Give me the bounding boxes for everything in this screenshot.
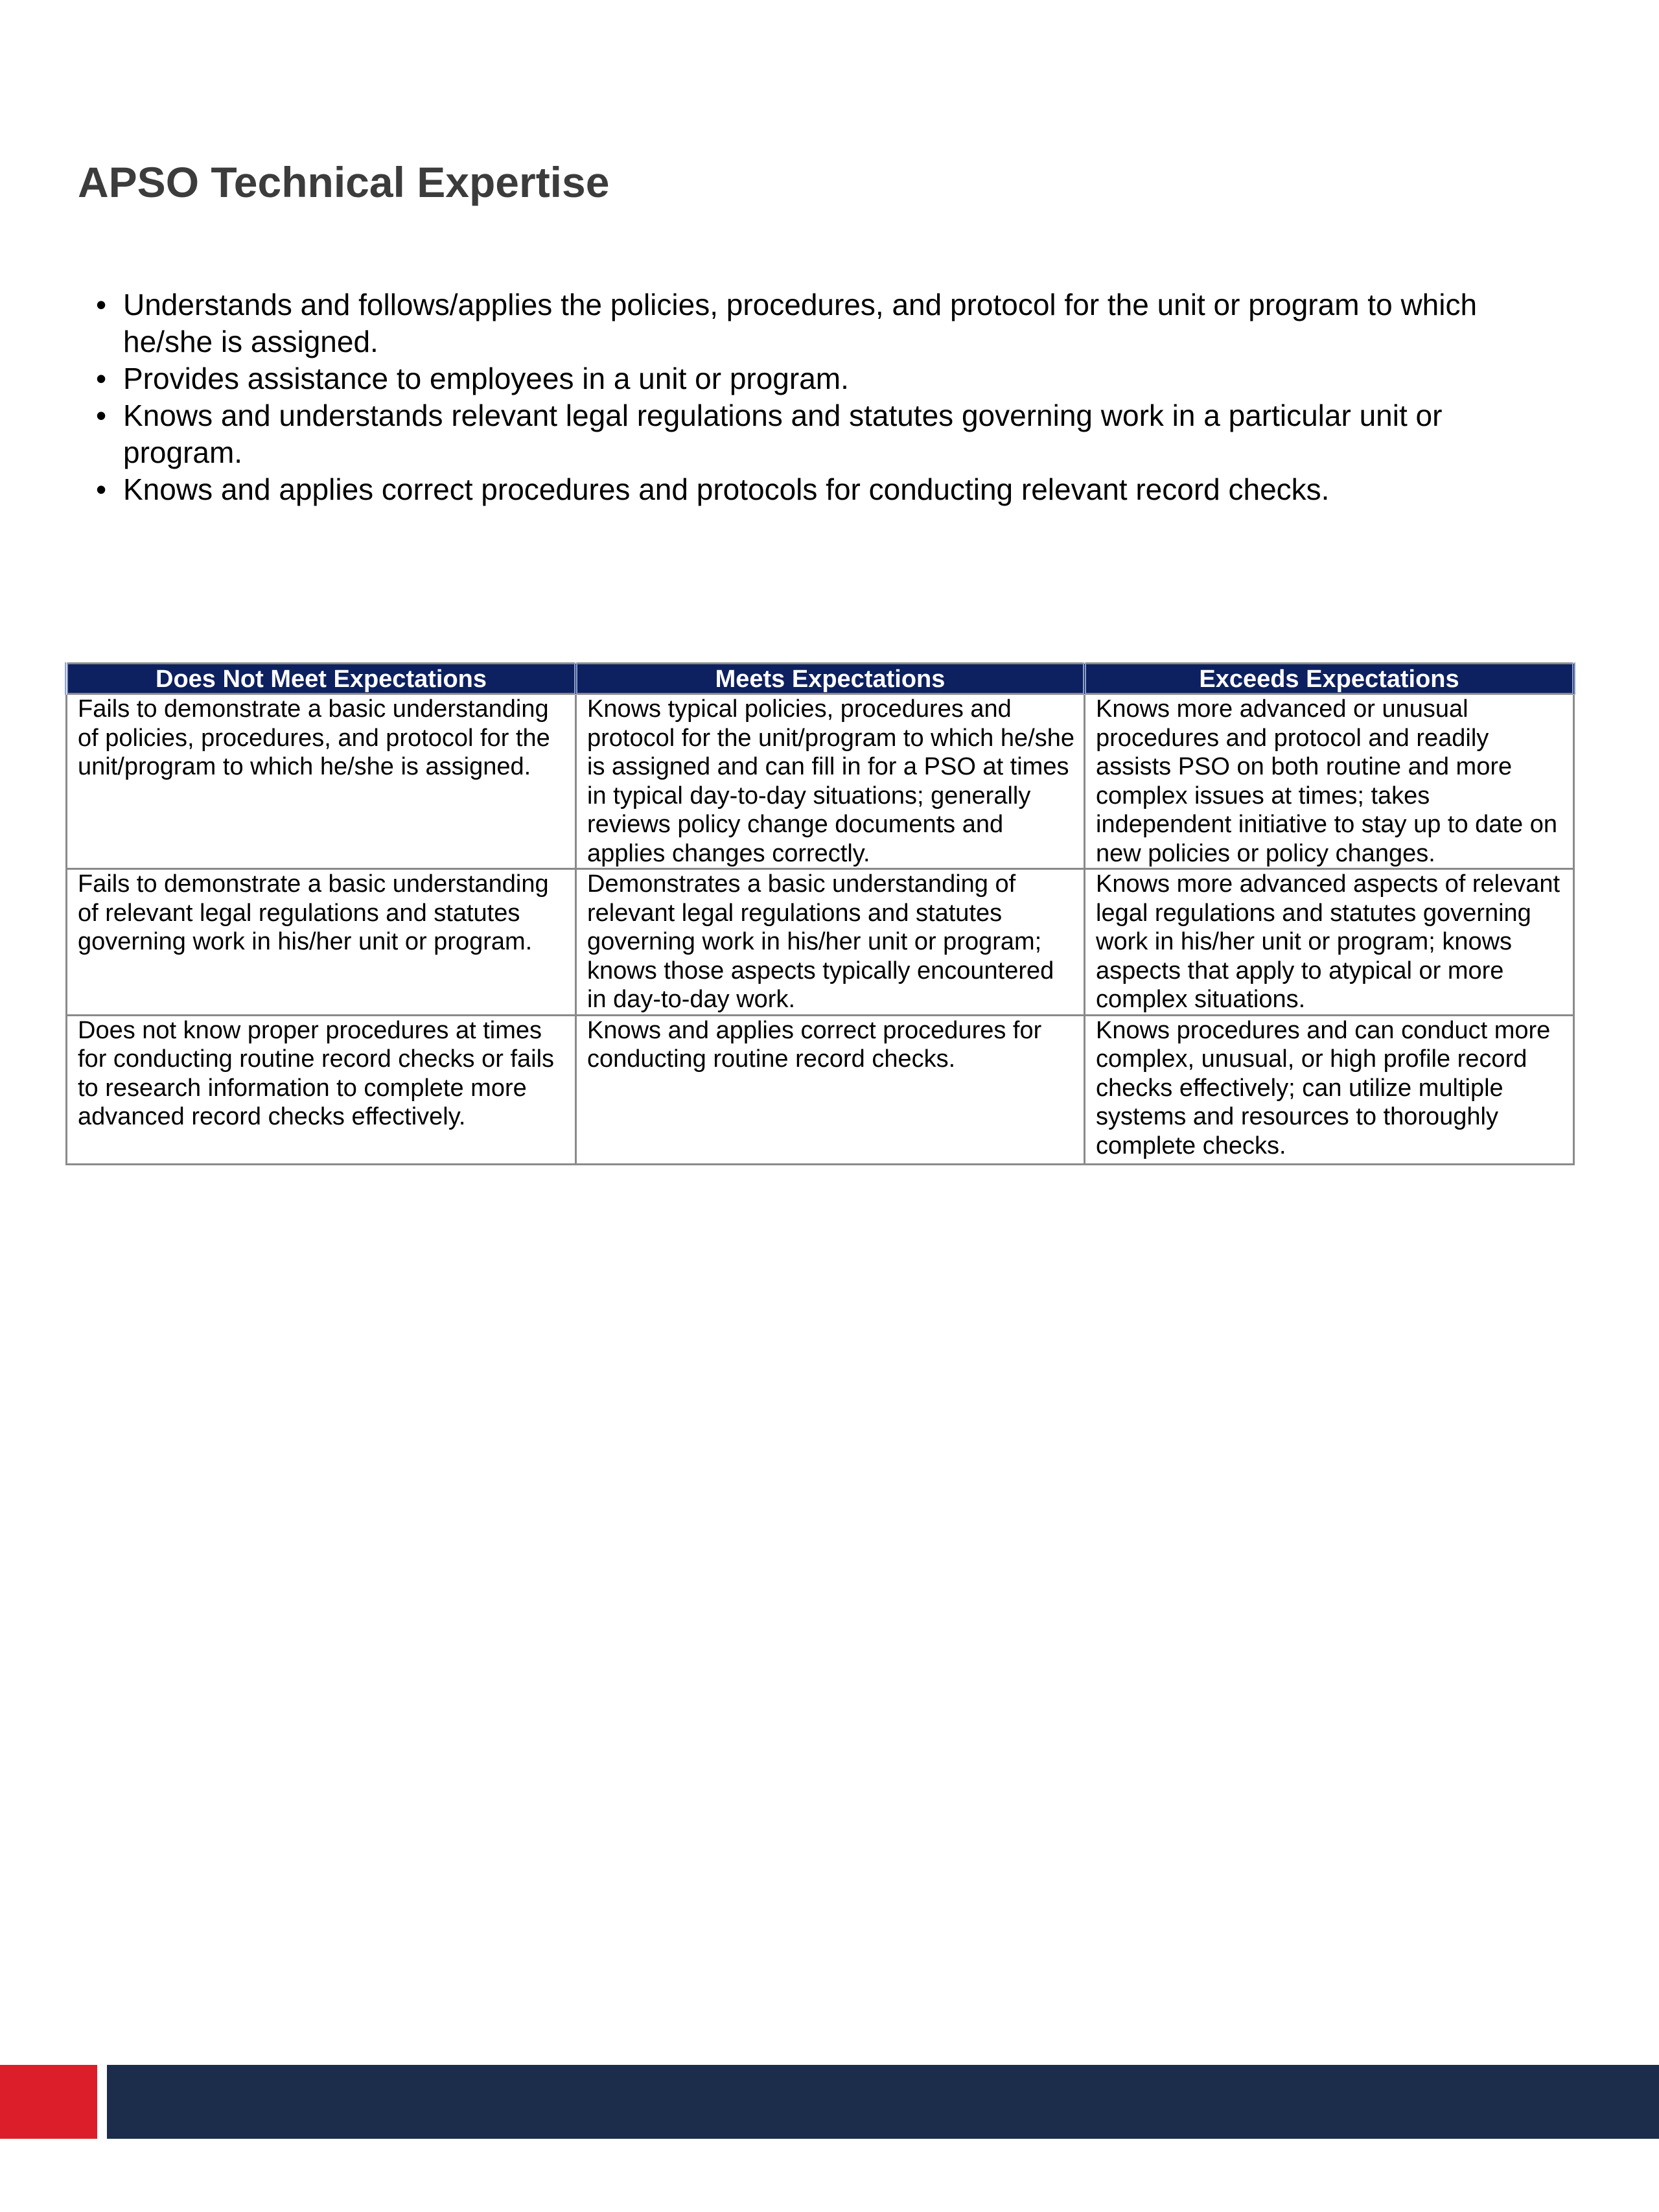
table-cell: Knows and applies correct procedures for conducting routine record checks. — [576, 1015, 1085, 1164]
bullet-item: • Knows and understands relevant legal regulations and statutes governing work in a particular unit or program. — [96, 397, 1560, 471]
table-header-row — [67, 664, 1574, 694]
header-exceeds: Exceeds Expectations — [1085, 664, 1574, 694]
table-cell: Knows more advanced aspects of relevant legal regulations and statutes governing work in his/her unit or program; knows aspects that apply to atypical or more complex situations. — [1085, 869, 1574, 1016]
table-cell: Knows typical policies, procedures and protocol for the unit/program to which he/she is assigned and can fill in for a PSO at times in typical day-to-day situations; generally reviews policy change documents and applies changes correctly. — [576, 694, 1085, 869]
expectations-rubric-table — [65, 662, 1575, 1165]
table-row — [67, 1015, 1574, 1164]
table-cell: Knows procedures and can conduct more complex, unusual, or high profile record checks effectively; can utilize multiple systems and resources to thoroughly complete checks. — [1085, 1015, 1574, 1164]
table-cell: Knows more advanced or unusual procedures and protocol and readily assists PSO on both routine and more complex issues at times; takes independent initiative to stay up to date on new policies or policy changes. — [1085, 694, 1574, 869]
table-row — [67, 694, 1574, 869]
table-cell: Fails to demonstrate a basic understanding of policies, procedures, and protocol for the unit/program to which he/she is assigned. — [67, 694, 576, 869]
table-row — [67, 869, 1574, 1016]
expertise-bullet-list — [96, 286, 1560, 508]
bullet-item: • Knows and applies correct procedures and protocols for conducting relevant record checks. — [96, 471, 1560, 508]
header-does-not-meet: Does Not Meet Expectations — [67, 664, 576, 694]
table-cell: Fails to demonstrate a basic understanding of relevant legal regulations and statutes governing work in his/her unit or program. — [67, 869, 576, 1016]
table-cell: Demonstrates a basic understanding of relevant legal regulations and statutes governing work in his/her unit or program; knows those aspects typically encountered in day-to-day work. — [576, 869, 1085, 1016]
footer-navy-bar — [107, 2065, 1659, 2139]
header-meets: Meets Expectations — [576, 664, 1085, 694]
footer-red-accent — [0, 2065, 97, 2139]
page-title: APSO Technical Expertise — [78, 158, 610, 206]
bullet-item: • Understands and follows/applies the policies, procedures, and protocol for the unit or program to which he/she is assigned. — [96, 286, 1560, 360]
bullet-item: • Provides assistance to employees in a unit or program. — [96, 360, 1560, 397]
table-cell: Does not know proper procedures at times for conducting routine record checks or fails to research information to complete more advanced record checks effectively. — [67, 1015, 576, 1164]
